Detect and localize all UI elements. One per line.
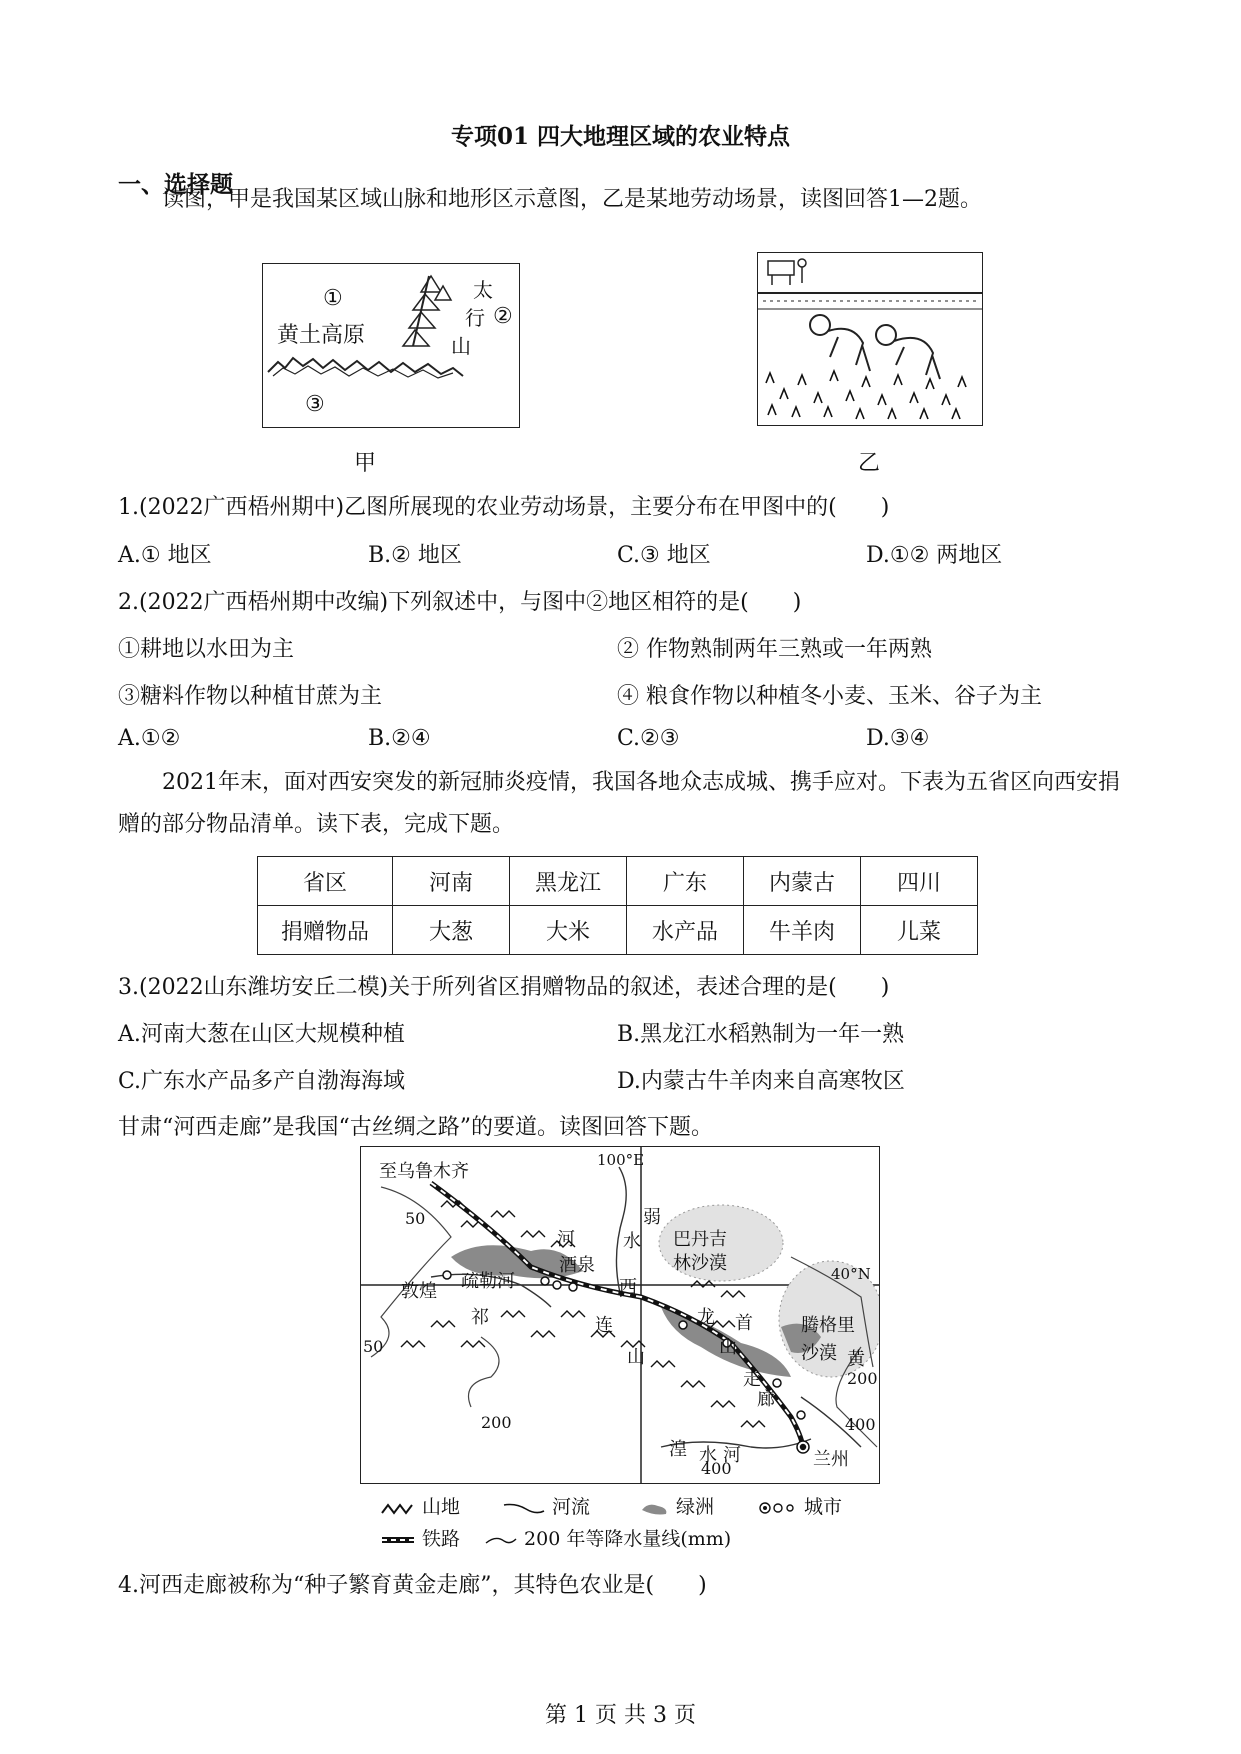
page-footer: 第 1 页 共 3 页	[545, 1703, 696, 1728]
taihang-char-3: 山	[451, 334, 471, 358]
map-label-shui: 水	[623, 1231, 641, 1252]
legend-city-label: 城市	[804, 1496, 843, 1518]
map-label-iso200: 200	[847, 1369, 878, 1388]
map-label-iso50: 50	[363, 1337, 384, 1356]
map-label-dunhuang: 敦煌	[401, 1281, 437, 1302]
legend-oasis	[640, 1492, 714, 1519]
farm-scene-illustration	[758, 253, 982, 425]
city-marker	[541, 1277, 549, 1285]
map-label-jiuquan: 酒泉	[559, 1255, 595, 1276]
city-icon	[758, 1501, 798, 1515]
map-label-shan2: 山	[719, 1337, 737, 1358]
map-label-huangshui-3: 河	[723, 1445, 741, 1466]
legend-oasis-label: 绿洲	[676, 1496, 715, 1518]
table-cell: 河南	[393, 857, 510, 906]
map-label-iso400: 400	[845, 1415, 876, 1434]
map-label-latitude: 40°N	[831, 1265, 871, 1283]
map-label-iso400: 400	[701, 1459, 732, 1478]
q1-option-a[interactable]: A.① 地区	[118, 543, 212, 568]
q4-stem: 4.河西走廊被称为“种子繁育黄金走廊”，其特色农业是( )	[118, 1573, 707, 1598]
map-label-long: 龙	[697, 1307, 715, 1328]
map-label-tengger-2: 沙漠	[801, 1343, 837, 1364]
table-row	[258, 857, 978, 906]
city-marker	[679, 1321, 687, 1329]
q2-statement-4: ④ 粮食作物以种植冬小麦、玉米、谷子为主	[617, 684, 1042, 709]
city-lanzhou-dot	[801, 1445, 806, 1450]
map-label-he: 河	[557, 1229, 575, 1250]
map-label-qi: 祁	[471, 1307, 489, 1328]
table-cell: 大米	[510, 906, 627, 955]
loess-plateau-label: 黄土高原	[277, 323, 366, 348]
map-label-xi: 西	[619, 1277, 637, 1298]
table-cell: 广东	[627, 857, 744, 906]
legend-river	[502, 1492, 590, 1519]
q2-stem: 2.(2022广西梧州期中改编)下列叙述中，与图中②地区相符的是( )	[118, 590, 802, 615]
q2-statement-3: ③糖料作物以种植甘蔗为主	[118, 684, 383, 709]
taihang-char-1: 太	[473, 278, 493, 302]
map-label-zou: 走	[743, 1369, 761, 1390]
taihang-char-2: 行	[465, 306, 485, 330]
jia-label-1: ①	[323, 286, 343, 311]
map-label-huangshui-2: 水	[699, 1445, 717, 1466]
q2-option-b[interactable]: B.②④	[368, 726, 431, 751]
river-icon	[502, 1501, 546, 1515]
legend-mountain-label: 山地	[422, 1496, 461, 1518]
map-label-ruo: 弱	[643, 1207, 661, 1228]
q3-option-a[interactable]: A.河南大葱在山区大规模种植	[118, 1022, 405, 1047]
q1-stem: 1.(2022广西梧州期中)乙图所展现的农业劳动场景，主要分布在甲图中的( )	[118, 495, 890, 520]
donation-table	[257, 856, 978, 955]
q2-option-a[interactable]: A.①②	[118, 726, 181, 751]
table-cell: 四川	[861, 857, 978, 906]
table-cell: 内蒙古	[744, 857, 861, 906]
figure-yi-caption: 乙	[858, 451, 881, 476]
legend-mountain	[380, 1492, 460, 1519]
legend-isohyet	[484, 1524, 731, 1551]
q2-option-c[interactable]: C.②③	[617, 726, 680, 751]
map-label-huangshui-1: 湟	[669, 1439, 687, 1460]
legend-railway	[380, 1524, 460, 1551]
map-label-badain-1: 巴丹吉	[673, 1229, 727, 1250]
q2-statement-2: ② 作物熟制两年三熟或一年两熟	[617, 637, 932, 662]
map-label-badain-2: 林沙漠	[673, 1253, 727, 1274]
table-cell: 捐赠物品	[258, 906, 393, 955]
q3-stem: 3.(2022山东潍坊安丘二模)关于所列省区捐赠物品的叙述，表述合理的是( )	[118, 975, 890, 1000]
table-row	[258, 906, 978, 955]
jia-label-3: ③	[305, 392, 325, 417]
oasis-icon	[640, 1500, 670, 1516]
q1-option-d[interactable]: D.①② 两地区	[866, 543, 1003, 568]
table-cell: 省区	[258, 857, 393, 906]
city-jiuquan	[553, 1281, 561, 1289]
figure-jia	[262, 263, 520, 428]
hexi-corridor-map	[360, 1146, 880, 1484]
legend-city	[758, 1492, 842, 1519]
q1-option-c[interactable]: C.③ 地区	[617, 543, 711, 568]
map-label-lang: 廊	[757, 1389, 775, 1410]
legend-river-label: 河流	[552, 1496, 591, 1518]
map-label-urumqi: 至乌鲁木齐	[379, 1161, 469, 1182]
table-cell: 大葱	[393, 906, 510, 955]
intro-paragraph-3: 甘肃“河西走廊”是我国“古丝绸之路”的要道。读图回答下题。	[118, 1115, 713, 1140]
isohyet-icon	[484, 1533, 518, 1547]
city-marker	[569, 1283, 577, 1291]
figure-jia-caption: 甲	[354, 451, 377, 476]
map-label-iso50: 50	[405, 1209, 426, 1228]
map-label-longitude: 100°E	[597, 1151, 645, 1169]
map-label-lanzhou: 兰州	[813, 1449, 849, 1470]
legend-railway-label: 铁路	[422, 1528, 461, 1550]
q2-option-d[interactable]: D.③④	[866, 726, 930, 751]
map-label-shan: 山	[627, 1347, 645, 1368]
map-label-iso200: 200	[481, 1413, 512, 1432]
map-label-lian: 连	[595, 1315, 613, 1336]
map-label-tengger-1: 腾格里	[801, 1315, 855, 1336]
table-cell: 黑龙江	[510, 857, 627, 906]
q3-option-b[interactable]: B.黑龙江水稻熟制为一年一熟	[617, 1022, 905, 1047]
jia-label-2: ②	[493, 304, 513, 329]
q1-option-b[interactable]: B.② 地区	[368, 543, 462, 568]
q3-option-d[interactable]: D.内蒙古牛羊肉来自高寒牧区	[617, 1069, 905, 1094]
mountain-icon	[380, 1501, 416, 1515]
intro-paragraph-2: 2021年末，面对西安突发的新冠肺炎疫情，我国各地众志成城、携手应对。下表为五省区向西安捐赠的部分物品清单。读下表，完成下题。	[118, 770, 1120, 837]
q3-option-c[interactable]: C.广东水产品多产自渤海海域	[118, 1069, 406, 1094]
map-label-shulehe: 疏勒河	[461, 1271, 515, 1292]
q2-statement-1: ①耕地以水田为主	[118, 637, 295, 662]
intro-paragraph-1: 读图，甲是我国某区域山脉和地形区示意图，乙是某地劳动场景，读图回答1—2题。	[162, 187, 982, 212]
railway-icon	[380, 1534, 416, 1546]
table-cell: 牛羊肉	[744, 906, 861, 955]
page-title: 专项01 四大地理区域的农业特点	[450, 123, 790, 150]
map-label-huang: 黄	[847, 1349, 865, 1370]
city-marker	[797, 1411, 805, 1419]
table-cell: 儿菜	[861, 906, 978, 955]
map-label-shou: 首	[735, 1313, 753, 1334]
section-heading: 一、选择题	[118, 171, 233, 198]
city-dunhuang	[443, 1271, 451, 1279]
legend-isohyet-label: 200 年等降水量线(mm)	[524, 1528, 732, 1550]
table-cell: 水产品	[627, 906, 744, 955]
figure-yi	[757, 252, 983, 426]
